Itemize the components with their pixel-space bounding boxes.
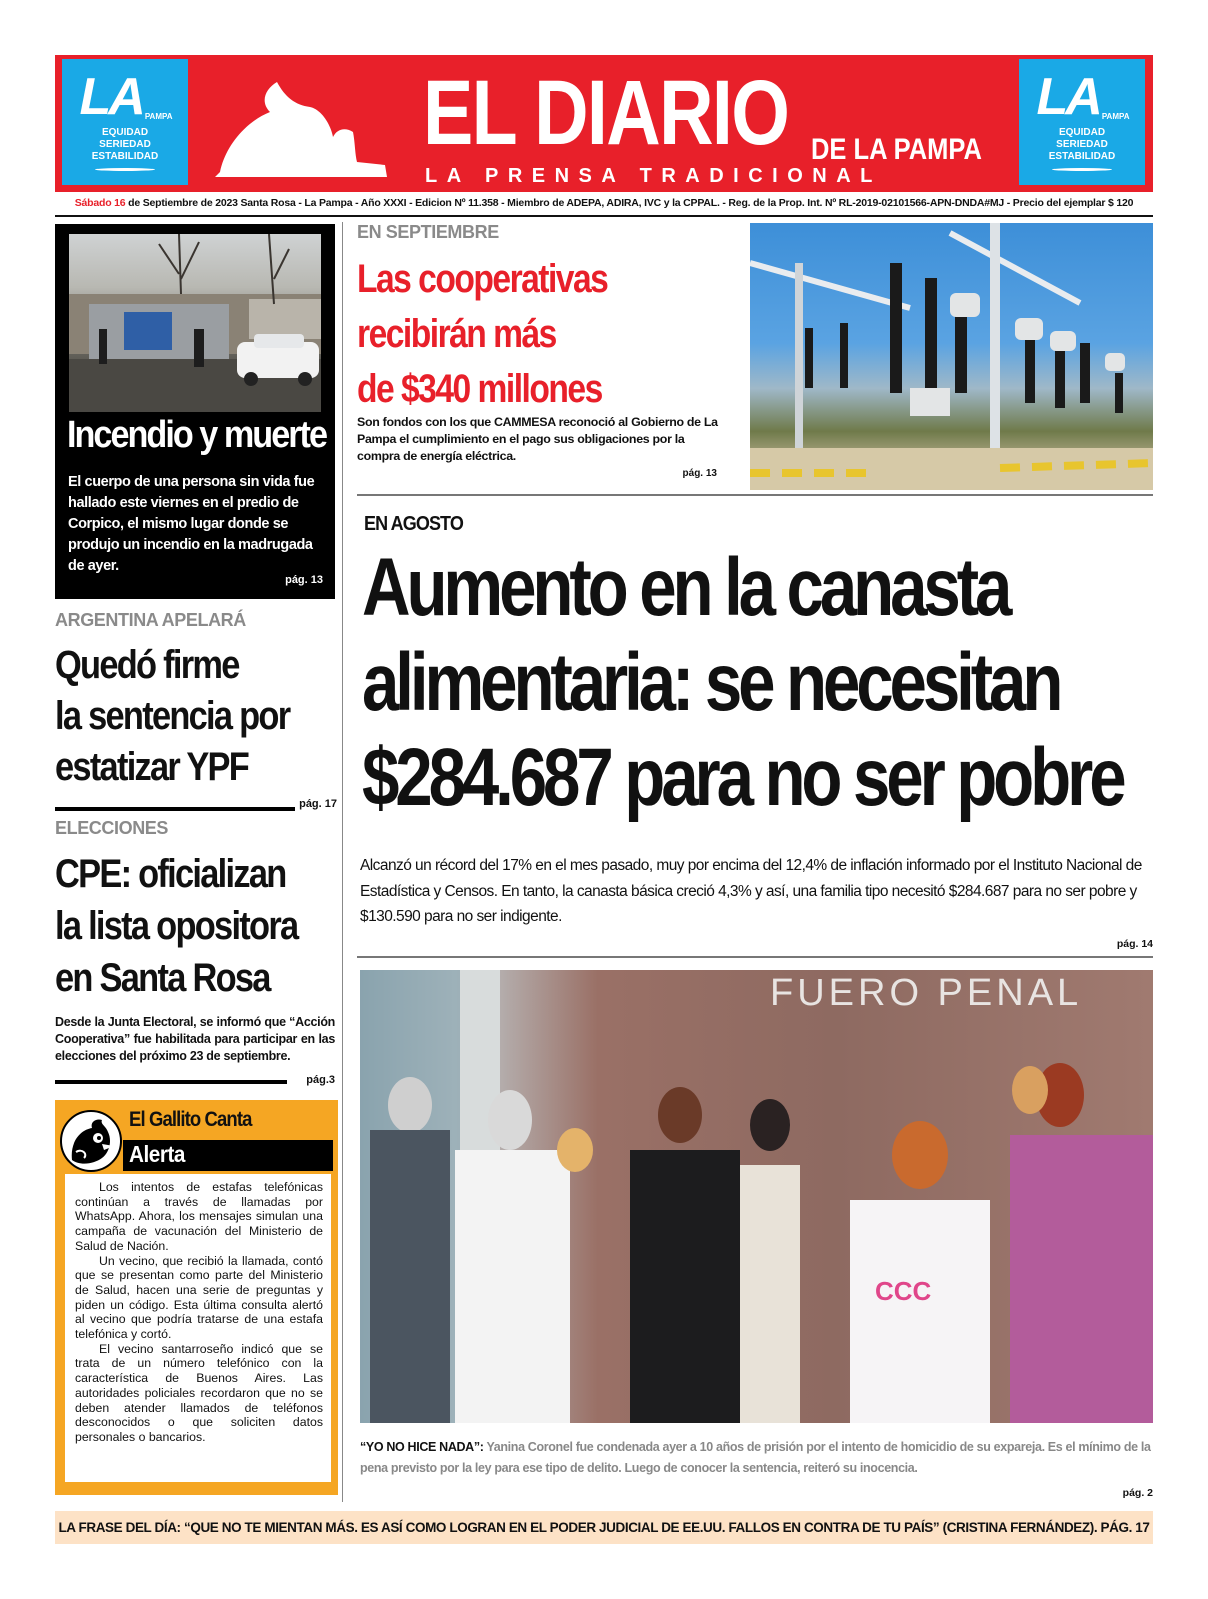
photo-illustration: [69, 234, 321, 412]
photo-illustration: [750, 223, 1153, 490]
photo-caption: [360, 1437, 1153, 1479]
svg-text:CCC: CCC: [875, 1276, 932, 1306]
divider: [357, 494, 1153, 496]
rooster-icon: [60, 1110, 122, 1172]
badge-motto: EQUIDAD SERIEDAD ESTABILIDAD: [91, 127, 159, 162]
divider: [55, 215, 1153, 217]
badge-mark: LA $^{PAMPA}$: [79, 68, 173, 126]
story-summary: El cuerpo de una persona sin vida fue hallado este viernes en el predio de Corpico, el mismo lugar donde se produjo un incendio en la madrugada de ayer.: [68, 474, 315, 574]
paragraph: Un vecino, que recibió la llamada, contó que se presentan como parte del Ministerio de Salud, hacen una serie de preguntas y piden un código. Esta última consulta alertó al vecino que podría tratarse de una estafa telefónica y cortó.: [75, 1253, 323, 1342]
story-summary: Son fondos con los que CAMMESA reconoció al Gobierno de La Pampa el cumplimiento en el pago sus obligaciones por la compra de energía eléctrica.: [357, 415, 718, 463]
column-subtitle: Alerta: [129, 1141, 185, 1167]
la-pampa-badge-left: [62, 59, 188, 185]
newspaper-title: EL DIARIO: [423, 62, 789, 164]
paragraph: El vecino santarroseño indicó que se trata de un número telefónico con la característica de Buenos Aires. Las autoridades policiales recordaron que no se deben atender llamados de teléfonos desconocidos o que soliciten datos personales o bancarios.: [75, 1341, 323, 1444]
dateline-details: de Septiembre de 2023 Santa Rosa - La Pampa - Año XXXI - Edicion Nº 11.358 - Miembro de ADEPA, ADIRA, IVC y la CPPAL. - Reg. de la Prop. Int. Nº RL-2019-02101566-APN-DNDA#MJ - Precio del ejemplar $ 120: [125, 197, 1134, 209]
newspaper-subtitle: DE LA PAMPA: [811, 133, 982, 166]
divider-bar: [55, 807, 295, 811]
masthead: [55, 55, 1153, 192]
headline: Incendio y muerte: [67, 414, 327, 456]
page-reference: pág. 17: [299, 798, 337, 810]
building-sign: FUERO PENAL: [770, 972, 1083, 1014]
headline: CPE: oficializan la lista opositora en Santa Rosa: [55, 852, 298, 1000]
kicker: ARGENTINA APELARÁ: [55, 610, 246, 630]
page-reference: pág. 13: [285, 574, 323, 586]
kicker: ELECCIONES: [55, 818, 169, 838]
headline: Las cooperativas recibirán más de $340 millones: [357, 257, 608, 411]
story-incendio[interactable]: [55, 224, 335, 599]
story-summary: Alcanzó un récord del 17% en el mes pasado, muy por encima del 12,4% de inflación informado por el Instituto Nacional de Estadística y Censos. En tanto, la canasta básica creció 4,3% y así, una familia tipo necesitó $284.687 para no ser pobre y $130.590 para no ser indigente.: [360, 857, 1142, 925]
paragraph: Los intentos de estafas telefónicas continúan a través de llamadas por WhatsApp. Ahora, los mensajes simulan una campaña de vacunación del Ministerio de Salud de Nación.: [75, 1180, 323, 1253]
caption-text: Yanina Coronel fue condenada ayer a 10 años de prisión por el intento de homicidio de su expareja. Es el mínimo de la pena previsto por la ley para ese tipo de delito. Luego de conocer la sentencia, reiteró su inocencia.: [360, 1440, 1151, 1475]
story-summary: Desde la Junta Electoral, se informó que “Acción Cooperativa” fue habilitada para participar en las elecciones del próximo 23 de septiembre.: [55, 1015, 335, 1063]
photo-fuero-penal[interactable]: [360, 970, 1153, 1423]
photo-illustration: [360, 970, 1153, 1423]
photo-electrical-substation: [750, 223, 1153, 490]
dateline: [55, 197, 1153, 209]
badge-motto: EQUIDAD SERIEDAD ESTABILIDAD: [1048, 127, 1116, 162]
page-reference: pág. 14: [1116, 938, 1153, 950]
photo-corpico-scene: [69, 234, 321, 412]
page-reference: pág. 13: [682, 468, 717, 479]
la-pampa-badge-right: [1019, 59, 1145, 185]
quote-of-the-day: LA FRASE DEL DÍA: “QUE NO TE MIENTAN MÁS. ES ASÍ COMO LOGRAN EN EL PODER JUDICIAL DE EE.UU. FALLOS EN CONTRA DE TU PAÍS” (CRISTINA FERNÁNDEZ). PÁG. 17: [55, 1511, 1153, 1544]
badge-mark: LA $^{PAMPA}$: [1036, 68, 1130, 126]
column-title: El Gallito Canta: [129, 1108, 252, 1131]
column-el-gallito-canta[interactable]: [55, 1100, 338, 1495]
divider-bar: [55, 1080, 287, 1084]
kicker: EN AGOSTO: [364, 513, 463, 535]
column-body: [65, 1174, 331, 1482]
divider: [357, 956, 1153, 958]
page-reference: pág. 2: [1122, 1487, 1153, 1499]
caption-label: “YO NO HICE NADA”:: [360, 1440, 484, 1454]
kicker: EN SEPTIEMBRE: [357, 222, 499, 242]
swoosh-icon: [95, 168, 155, 171]
swoosh-icon: [1052, 168, 1112, 171]
sun-logo-icon: [215, 77, 395, 177]
page-reference: pág.3: [306, 1074, 335, 1086]
newspaper-tagline: LA PRENSA TRADICIONAL: [425, 165, 882, 187]
headline: Quedó firme la sentencia por estatizar YPF: [55, 643, 290, 789]
column-divider: [342, 222, 343, 1502]
lead-headline: Aumento en la canasta alimentaria: se necesitan $284.687 para no ser pobre: [362, 542, 1123, 823]
date-day: Sábado 16: [74, 197, 126, 209]
